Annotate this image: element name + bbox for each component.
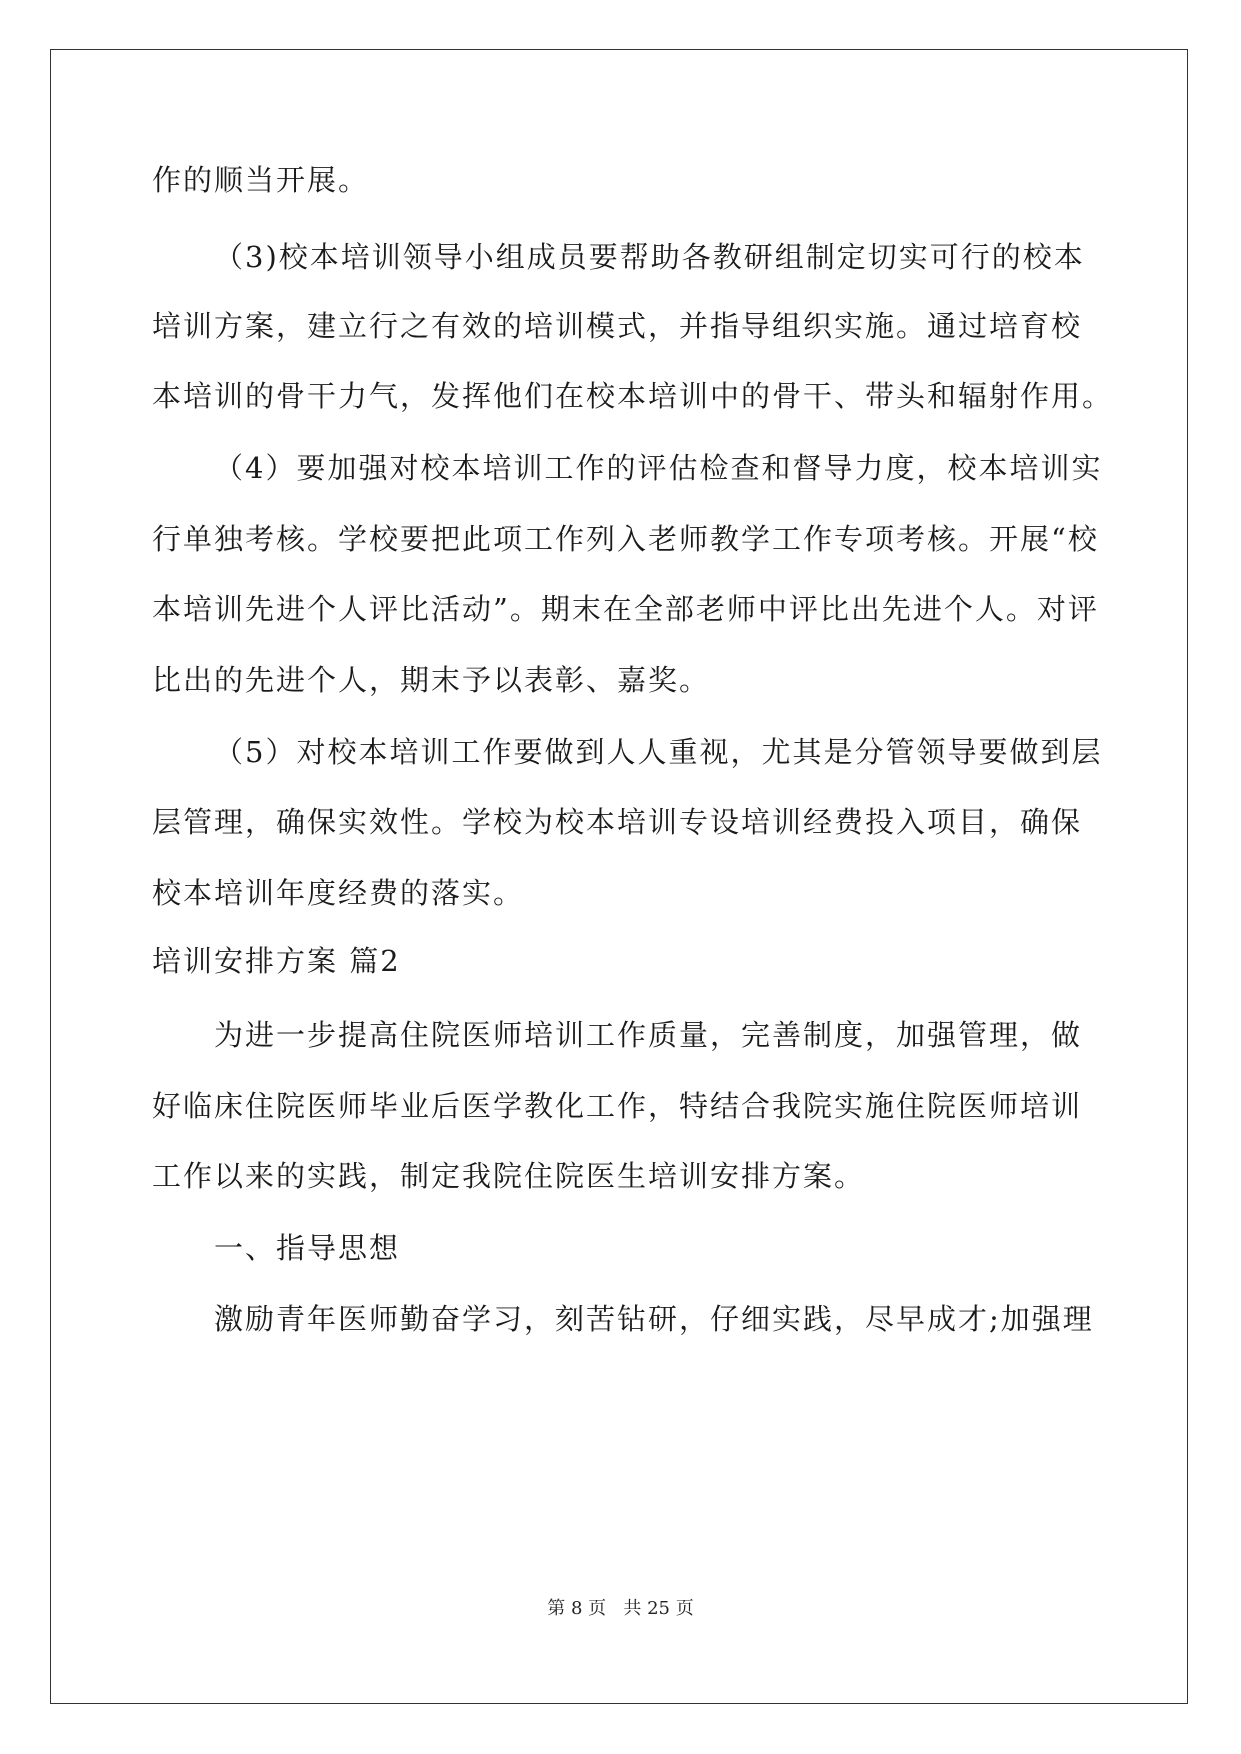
- text-line: 本培训的骨干力气，发挥他们在校本培训中的骨干、带头和辐射作用。: [152, 379, 1114, 413]
- text-line: （3)校本培训领导小组成员要帮助各教研组制定切实可行的校本: [214, 240, 1085, 274]
- page-footer: [0, 1597, 1241, 1621]
- text-line: 层管理，确保实效性。学校为校本培训专设培训经费投入项目，确保: [152, 805, 1083, 839]
- text-line: 激励青年医师勤奋学习，刻苦钻研，仔细实践，尽早成才;加强理: [214, 1302, 1094, 1336]
- text-line: 本培训先进个人评比活动”。期末在全部老师中评比出先进个人。对评: [152, 592, 1099, 626]
- text-line: 为进一步提高住院医师培训工作质量，完善制度，加强管理，做: [214, 1018, 1083, 1052]
- text-line: 比出的先进个人，期末予以表彰、嘉奖。: [152, 663, 711, 697]
- text-line: 工作以来的实践，制定我院住院医生培训安排方案。: [152, 1159, 866, 1193]
- text-line: （4）要加强对校本培训工作的评估检查和督导力度，校本培训实: [214, 451, 1103, 485]
- text-line: 行单独考核。学校要把此项工作列入老师教学工作专项考核。开展“校: [152, 522, 1099, 556]
- text-line: 好临床住院医师毕业后医学教化工作，特结合我院实施住院医师培训: [152, 1089, 1083, 1123]
- text-line: 作的顺当开展。: [152, 163, 370, 197]
- text-line: 校本培训年度经费的落实。: [152, 876, 525, 910]
- page-total: 共 25 页: [623, 1598, 694, 1619]
- text-line: （5）对校本培训工作要做到人人重视，尤其是分管领导要做到层: [214, 735, 1103, 769]
- text-line: 培训方案，建立行之有效的培训模式，并指导组织实施。通过培育校: [152, 309, 1083, 343]
- subheading: 一、指导思想: [214, 1231, 401, 1265]
- page-number: 第 8 页: [547, 1598, 607, 1619]
- section-heading: 培训安排方案 篇2: [152, 944, 401, 978]
